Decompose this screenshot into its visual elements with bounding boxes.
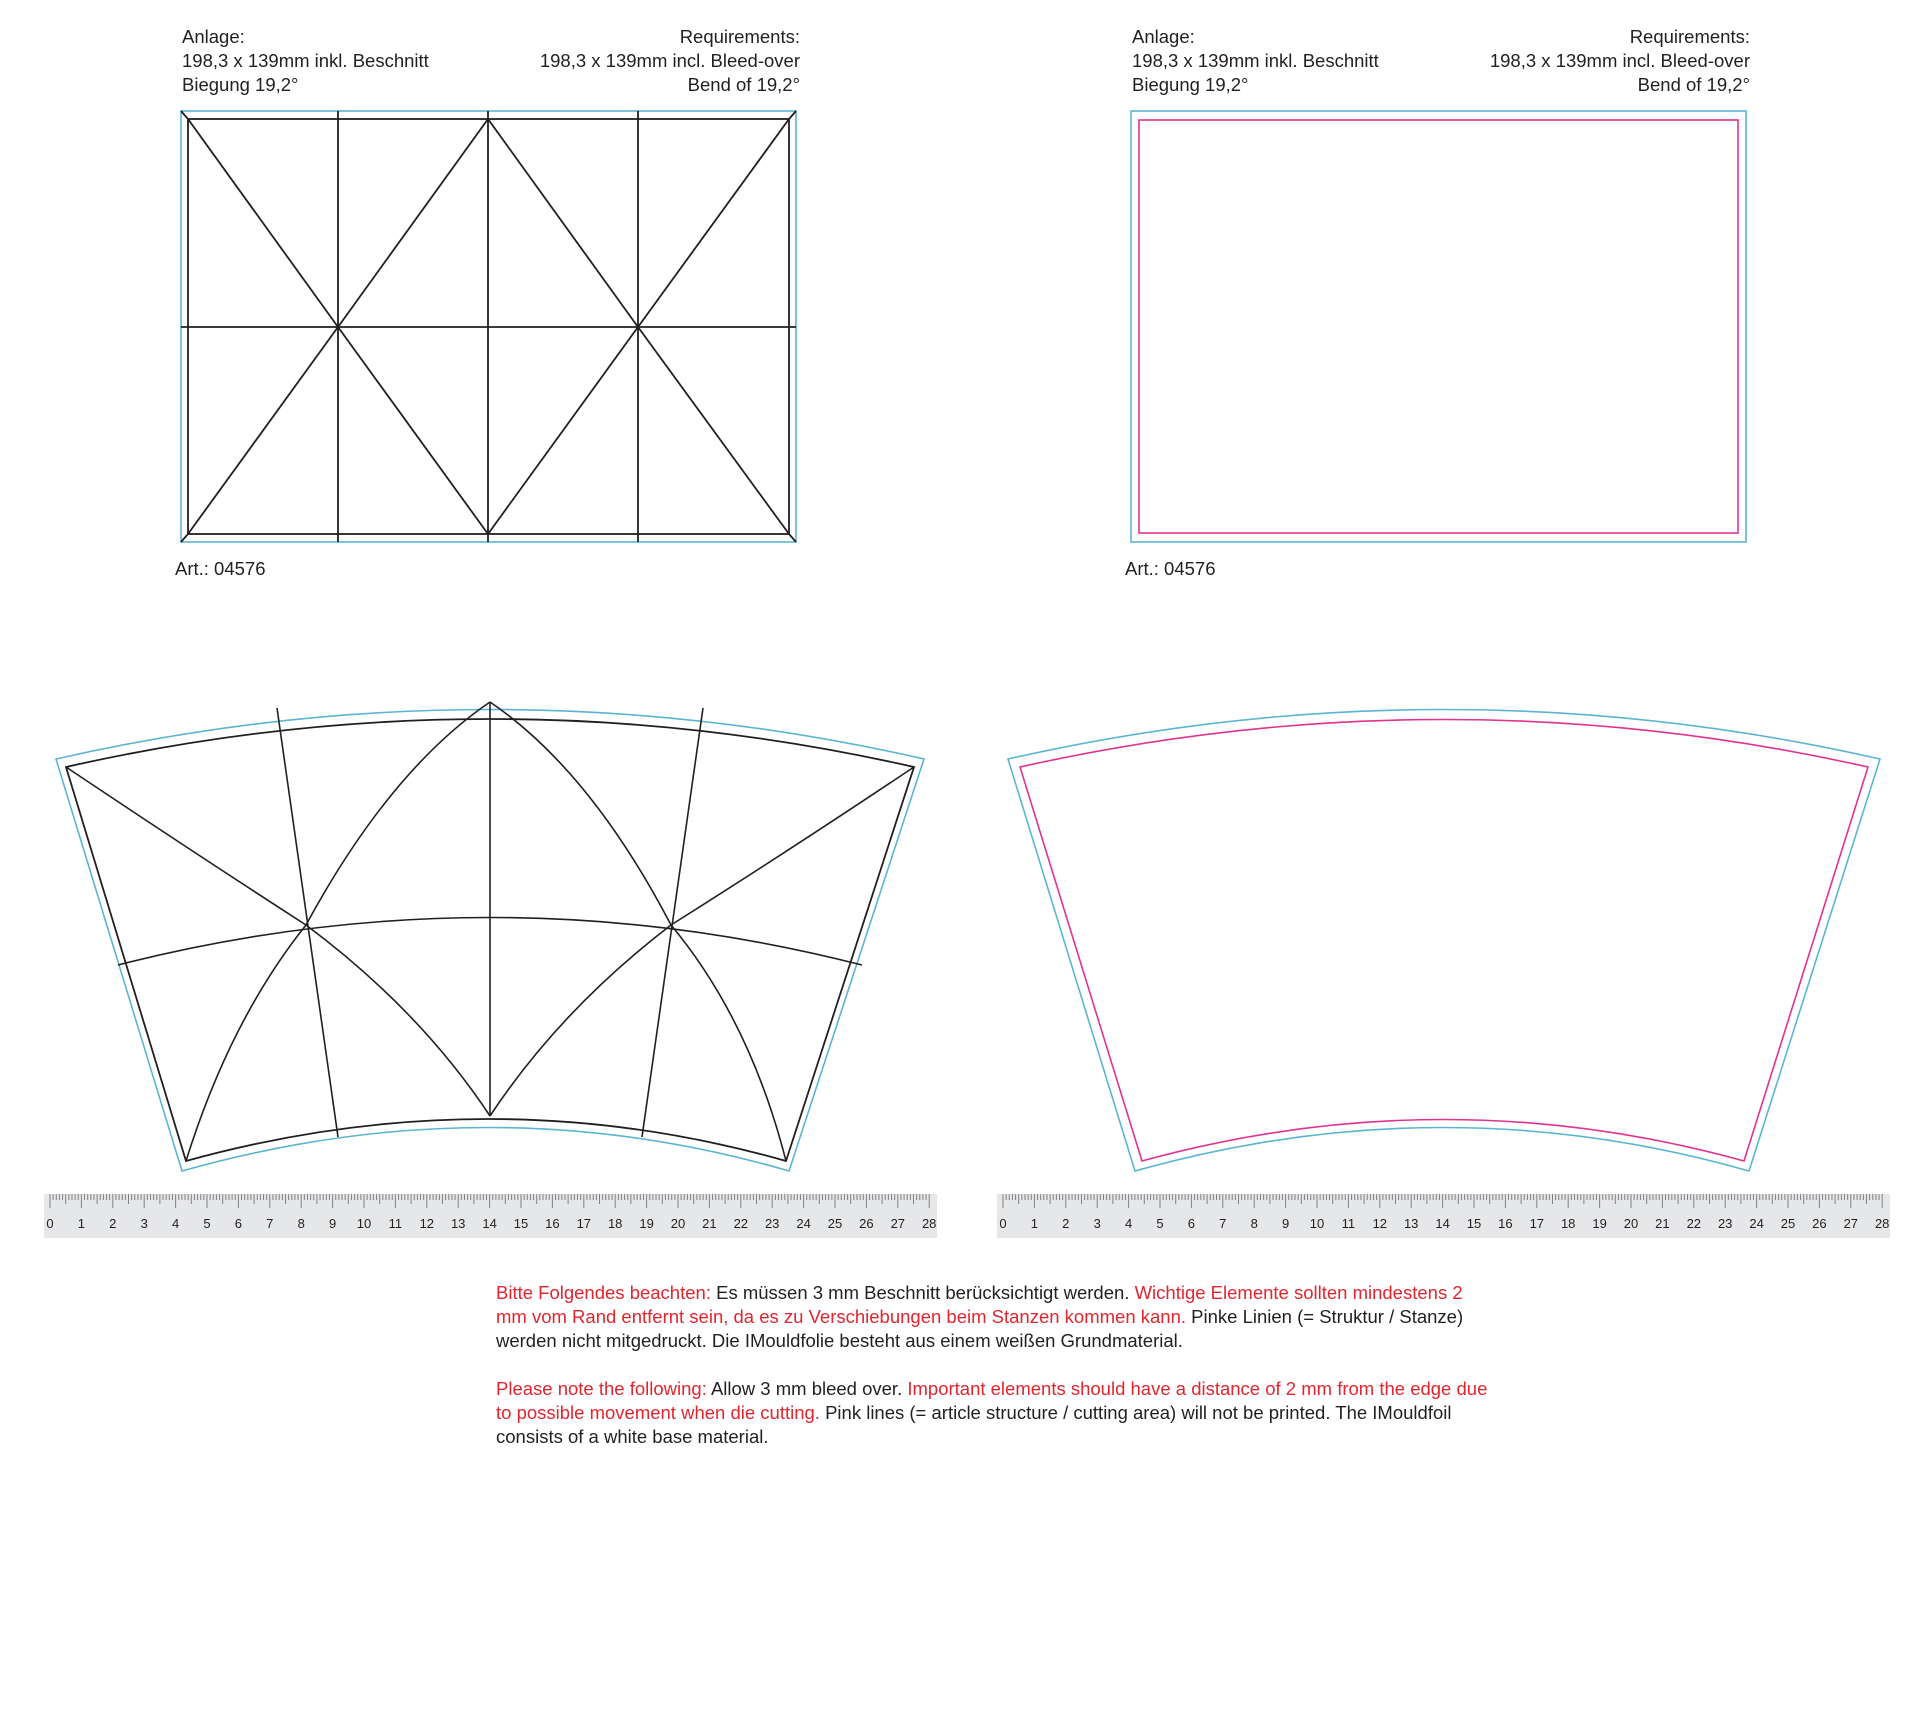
- ruler-label-right: 5: [1156, 1216, 1164, 1231]
- ruler-label-left: 15: [513, 1216, 529, 1231]
- ruler-label-right: 17: [1529, 1216, 1545, 1231]
- anlage-bend: Biegung 19,2°: [1132, 74, 1249, 95]
- ruler-label-right: 7: [1219, 1216, 1227, 1231]
- ruler-label-left: 19: [639, 1216, 654, 1231]
- note-en-text-2: Pink lines (= article structure / cutting area) will not be printed. The IMouldfoil consists of a white base material.: [496, 1402, 1452, 1447]
- requirements-size: 198,3 x 139mm incl. Bleed-over: [1489, 50, 1750, 71]
- ruler-label-left: 18: [607, 1216, 623, 1231]
- structure-lines: [181, 111, 796, 542]
- note-de-heading: Bitte Folgendes beachten:: [496, 1282, 711, 1303]
- anlage-label: Anlage:: [182, 26, 245, 47]
- note-en-text-1: Allow 3 mm bleed over.: [706, 1378, 908, 1399]
- ruler-label-right: 20: [1623, 1216, 1639, 1231]
- ruler-label-right: 23: [1717, 1216, 1733, 1231]
- ruler-label-left: 11: [388, 1216, 403, 1231]
- ruler-label-left: 6: [234, 1216, 243, 1231]
- ruler-label-left: 13: [450, 1216, 466, 1231]
- ruler-label-left: 22: [733, 1216, 749, 1231]
- ruler-label-left: 27: [890, 1216, 906, 1231]
- ruler-label-right: 18: [1560, 1216, 1576, 1231]
- ruler-label-right: 4: [1124, 1216, 1133, 1231]
- anlage-label: Anlage:: [1132, 26, 1195, 47]
- ruler-label-left: 26: [859, 1216, 874, 1231]
- ruler-label-right: 22: [1686, 1216, 1702, 1231]
- flat-template-structure: [181, 111, 796, 542]
- ruler-label-right: 8: [1250, 1216, 1258, 1231]
- print-notes: [496, 1281, 1496, 1473]
- ruler-label-right: 12: [1372, 1216, 1388, 1231]
- ruler-label-right: 25: [1780, 1216, 1796, 1231]
- cut-outline: [1139, 120, 1738, 533]
- ruler-label-left: 9: [328, 1216, 337, 1231]
- requirements-size: 198,3 x 139mm incl. Bleed-over: [539, 50, 800, 71]
- ruler-label-right: 3: [1093, 1216, 1101, 1231]
- curved-template-structure: [56, 702, 924, 1171]
- ruler-label-left: 10: [356, 1216, 372, 1231]
- note-en-warning: Important elements should have a distance of 2 mm from the edge due to possible movement when die cutting.: [496, 1378, 1488, 1423]
- note-de-text-2: Pinke Linien (= Struktur / Stanze) werden nicht mitgedruckt. Die IMouldfolie besteht aus einem weißen Grundmaterial.: [496, 1306, 1464, 1351]
- ruler-label-right: 0: [999, 1216, 1007, 1231]
- curved-template-cut: [1008, 710, 1880, 1172]
- ruler-right: [997, 1194, 1890, 1238]
- notes-english: [496, 1377, 1496, 1449]
- ruler-label-left: 12: [419, 1216, 435, 1231]
- ruler-label-left: 24: [796, 1216, 811, 1231]
- ruler-label-right: 10: [1309, 1216, 1325, 1231]
- requirements-label: Requirements:: [679, 26, 800, 47]
- cut-outline: [1020, 720, 1868, 1162]
- ruler-label-right: 1: [1030, 1216, 1039, 1231]
- ruler-label-left: 7: [266, 1216, 274, 1231]
- anlage-size: 198,3 x 139mm inkl. Beschnitt: [182, 50, 429, 71]
- ruler-label-right: 27: [1843, 1216, 1859, 1231]
- ruler-label-right: 14: [1435, 1216, 1450, 1231]
- ruler-label-right: 28: [1874, 1216, 1890, 1231]
- ruler-left: [44, 1194, 937, 1238]
- article-number-left: Art.: 04576: [175, 558, 266, 579]
- note-de-text-1: Es müssen 3 mm Beschnitt berücksichtigt werden.: [710, 1282, 1135, 1303]
- ruler-label-right: 13: [1403, 1216, 1419, 1231]
- ruler-label-right: 21: [1655, 1216, 1670, 1231]
- ruler-label-right: 9: [1281, 1216, 1290, 1231]
- ruler-label-left: 8: [297, 1216, 305, 1231]
- ruler-label-right: 24: [1749, 1216, 1764, 1231]
- article-number-right: Art.: 04576: [1125, 558, 1216, 579]
- ruler-label-right: 15: [1466, 1216, 1482, 1231]
- ruler-label-left: 16: [545, 1216, 560, 1231]
- ruler-label-right: 11: [1341, 1216, 1356, 1231]
- ruler-label-right: 19: [1592, 1216, 1607, 1231]
- ruler-label-right: 16: [1498, 1216, 1513, 1231]
- notes-german: [496, 1281, 1496, 1353]
- ruler-label-right: 26: [1812, 1216, 1827, 1231]
- ruler-label-left: 0: [46, 1216, 54, 1231]
- requirements-bend: Bend of 19,2°: [687, 74, 800, 95]
- ruler-label-left: 23: [764, 1216, 780, 1231]
- flat-template-cut: [1131, 111, 1746, 542]
- ruler-label-left: 2: [109, 1216, 117, 1231]
- requirements-bend: Bend of 19,2°: [1637, 74, 1750, 95]
- requirements-label: Requirements:: [1629, 26, 1750, 47]
- note-de-warning: Wichtige Elemente sollten mindestens 2 mm vom Rand entfernt sein, da es zu Verschiebungen beim Stanzen kommen kann.: [496, 1282, 1463, 1327]
- ruler-label-left: 20: [670, 1216, 686, 1231]
- ruler-label-left: 14: [482, 1216, 497, 1231]
- ruler-label-left: 1: [77, 1216, 86, 1231]
- ruler-label-right: 6: [1187, 1216, 1196, 1231]
- ruler-label-left: 4: [171, 1216, 180, 1231]
- anlage-size: 198,3 x 139mm inkl. Beschnitt: [1132, 50, 1379, 71]
- structure-lines: [66, 702, 914, 1161]
- note-en-heading: Please note the following:: [496, 1378, 707, 1399]
- bleed-outline: [1131, 111, 1746, 542]
- anlage-bend: Biegung 19,2°: [182, 74, 299, 95]
- ruler-label-left: 21: [702, 1216, 717, 1231]
- ruler-label-left: 5: [203, 1216, 211, 1231]
- bleed-outline: [1008, 710, 1880, 1172]
- ruler-label-left: 25: [827, 1216, 843, 1231]
- ruler-label-left: 28: [921, 1216, 937, 1231]
- ruler-label-right: 2: [1062, 1216, 1070, 1231]
- ruler-label-left: 3: [140, 1216, 148, 1231]
- ruler-label-left: 17: [576, 1216, 592, 1231]
